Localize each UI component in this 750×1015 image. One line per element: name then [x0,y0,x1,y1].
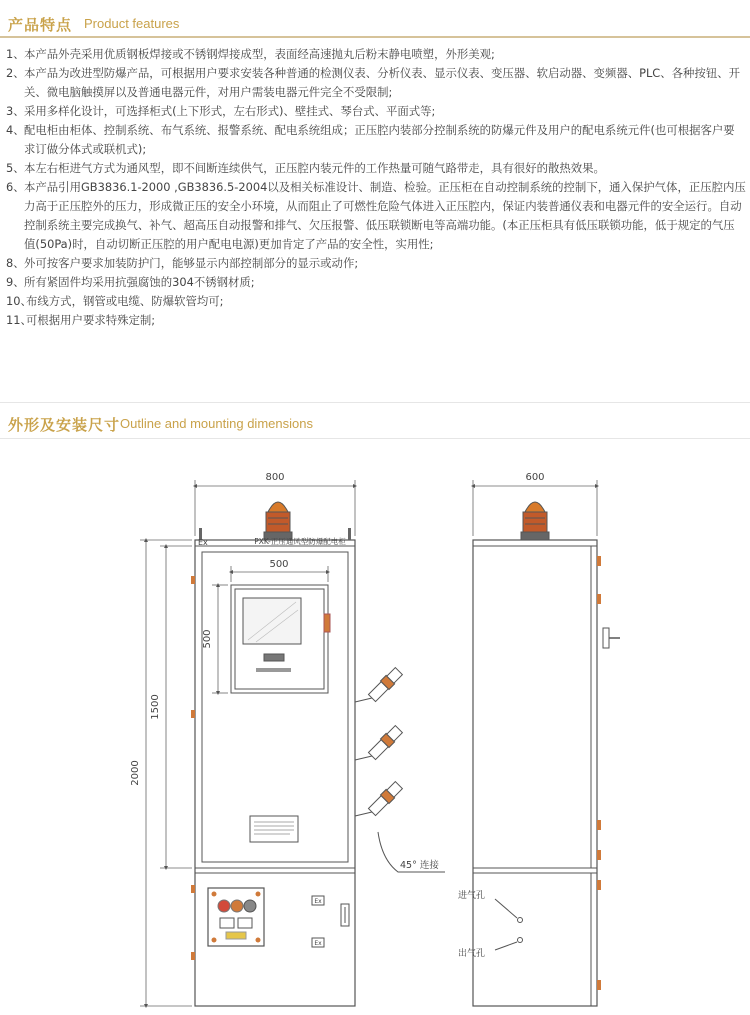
feature-number: 11、 [6,313,32,327]
feature-item [6,45,746,64]
front-width-label: 800 [265,472,285,483]
section-title-en: Product features [84,16,180,31]
feature-list [6,45,746,330]
feature-number: 5、 [6,161,25,175]
feature-number: 2、 [6,66,25,80]
ex-mark: Ex [198,538,208,547]
inlet-label: 进气孔 [458,891,486,901]
window-height-label: 500 [202,629,213,649]
feature-number: 10、 [6,294,32,308]
feature-item [6,311,746,330]
total-height-label: 2000 [130,760,141,786]
feature-text: 本左右柜进气方式为通风型，即不间断连续供气，正压腔内装元件的工作热量可随气路带走，具有很好的散热效果。 [24,161,605,175]
front-view [191,502,445,1006]
warning-label-plate [250,816,298,842]
feature-text: 采用多样化设计，可选择柜式(上下形式，左右形式)、壁挂式、琴台式、平面式等; [24,104,436,118]
window-width-label: 500 [269,559,289,570]
feature-number: 6、 [6,180,25,194]
section-title-cn: 产品特点 [8,16,73,34]
outlet-label: 出气孔 [458,949,486,959]
inlet-hole [518,918,523,923]
feature-item [6,273,746,292]
feature-item [6,254,746,273]
side-view [473,502,620,1006]
feature-text: 外可按客户要求加装防护门，能够显示内部控制部分的显示或动作; [24,256,359,270]
pipe-fitting [368,667,403,702]
feature-text: 本产品引用GB3836.1-2000 ,GB3836.5-2004以及相关标准设计、制造、检验。正压柜在自动控制系统的控制下，通入保护气体，正压腔内压力高于正压腔外的压力，形成微正压的安全小环境，从而阻止了可燃性危险气体进入正压腔内，保证内装普通仪表和电器元件的安全运行。自动控制系统主要完成换气、补气、超高压自动报警和排气、欠压报警、低压联锁断电等高端功能。(本正压柜具有低压联锁功能，低于规定的气压值(50Pa)时，自动切断正压腔的用户配电电源)更加肯定了产品的安全性，实用性; [24,180,746,251]
feature-text: 配电柜由柜体、控制系统、布气系统、报警系统、配电系统组成；正压腔内装部分控制系统的防爆元件及用户的配电系统元件(也可根据客户要求订做分体式或联机式); [24,123,735,156]
pipe-fitting [368,725,403,760]
section-title-en: Outline and mounting dimensions [120,416,313,431]
section-divider [0,438,750,439]
outlet-hole [518,938,523,943]
feature-item [6,102,746,121]
section-title-cn: 外形及安装尺寸 [8,416,121,434]
small-ex-mark: Ex [314,940,322,947]
feature-number: 9、 [6,275,25,289]
section-top-rule [0,402,750,403]
feature-item [6,159,746,178]
feature-text: 可根据用户要求特殊定制; [26,313,156,327]
feature-text: 本产品为改进型防爆产品，可根据用户要求安装各种普通的检测仪表、分析仪表、显示仪表、变压器、软启动器、变频器、PLC、各种按钮、开关、微电脑触摸屏以及普通电器元件，对用户需装电器元件完全不受限制; [24,66,741,99]
feature-text: 布线方式，钢管或电缆、防爆软管均可; [26,294,224,308]
dimension-drawing [0,440,750,1015]
feature-number: 3、 [6,104,25,118]
section-header-dimensions [0,408,750,440]
feature-number: 4、 [6,123,25,137]
feature-text: 本产品外壳采用优质钢板焊接或不锈钢焊接成型，表面经高速抛丸后粉末静电喷塑，外形美观; [24,47,495,61]
feature-item [6,178,746,254]
section-divider [0,36,750,38]
feature-number: 8、 [6,256,25,270]
feature-item [6,292,746,311]
upper-height-label: 1500 [150,694,161,720]
connection-angle-label: 45° 连接 [400,860,439,871]
cabinet-nameplate: PXK-正压通风型防爆配电柜 [254,537,346,546]
side-cabinet-outline [473,540,597,1006]
feature-item [6,121,746,159]
small-ex-mark: Ex [314,898,322,905]
side-width-label: 600 [525,472,545,483]
feature-text: 所有紧固件均采用抗强腐蚀的304不锈钢材质; [24,275,255,289]
pipe-fitting [368,781,403,816]
feature-number: 1、 [6,47,25,61]
feature-item [6,64,746,102]
